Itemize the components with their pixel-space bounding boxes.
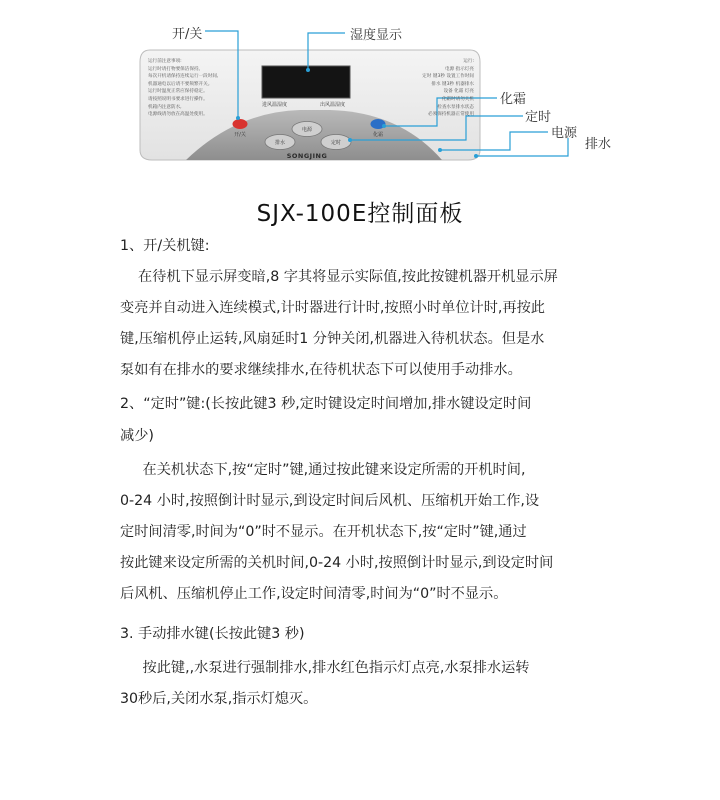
paragraph-line: 按此键来设定所需的关机时间,0-24 小时,按照倒计时显示,到设定时间: [120, 555, 554, 571]
panel-notes-right: [398, 58, 474, 119]
panel-note-line: 电源线请勿放在高温处使用。: [148, 112, 208, 118]
display-caption-right: 出风温湿度: [320, 102, 346, 108]
panel-note-line: 化霜时请勿关机: [441, 96, 474, 102]
panel-note-line: 设备 化霜 灯亮: [443, 89, 474, 95]
paragraph-line: 变亮并自动进入连续模式,计时器进行计时,按照小时单位计时,再按此: [120, 300, 545, 316]
callout-defrost-label: 化霜: [500, 92, 527, 107]
panel-note-line: 运行:: [463, 59, 474, 64]
paragraph-line: 后风机、压缩机停止工作,设定时间清零,时间为“0”时不显示。: [120, 586, 508, 602]
callout-timer-label: 定时: [525, 110, 552, 125]
paragraph-line: 泵如有在排水的要求继续排水,在待机状态下可以使用手动排水。: [120, 362, 522, 378]
paragraph-line: 定时间清零,时间为“0”时不显示。在开机状态下,按“定时”键,通过: [120, 524, 527, 540]
panel-notes-left: [148, 58, 218, 119]
panel-note-line: 每次开机请保持连续运行一段时间,: [148, 74, 219, 80]
left-led-label: 开/关: [234, 132, 246, 138]
panel-note-line: 机器通电以后请不要频繁开关。: [148, 81, 213, 87]
paragraph-line: 0-24 小时,按照倒计时显示,到设定时间后风机、压缩机开始工作,设: [120, 493, 540, 509]
paragraph-line: 键,压缩机停止运转,风扇延时1 分钟关闭,机器进入待机状态。但是水: [120, 331, 545, 347]
paragraph-line: 按此键,,水泵进行强制排水,排水红色指示灯点亮,水泵排水运转: [120, 660, 530, 676]
callout-humidity-display-label: 湿度显示: [350, 28, 403, 43]
panel-note-line: 运行前注意事项:: [148, 59, 182, 64]
display-caption-left: 进风温湿度: [262, 102, 288, 108]
panel-note-line: 请按照说明书要求进行操作。: [148, 96, 208, 102]
panel-note-line: 运行时温度正常应保持稳定。: [148, 89, 208, 95]
humidity-display-screen: [262, 66, 350, 98]
panel-note-line: 排水 键3秒 机器排水: [431, 81, 474, 87]
brand-logo: SONGJING: [286, 152, 328, 160]
paragraph-line: 减少): [120, 428, 154, 444]
panel-note-line: 机箱内注意防水,: [148, 104, 182, 110]
paragraph-line: 在关机状态下,按“定时”键,通过按此键来设定所需的开机时间,: [120, 462, 526, 478]
panel-note-line: 必须保持机器正常使用: [428, 112, 474, 118]
panel-note-line: 运行时请打物要保洁保持。: [148, 66, 204, 72]
panel-note-line: 电源 指示灯亮: [444, 66, 474, 72]
section-heading: 2、“定时”键:(长按此键3 秒,定时键设定时间增加,排水键设定时间: [120, 396, 532, 412]
drain-button-label: 排水: [274, 140, 285, 146]
callout-power-indicator-label: 电源: [551, 126, 578, 141]
red-led: [233, 119, 248, 129]
power-button-label: 电源: [301, 127, 312, 133]
panel-note-line: 定时 键3秒 设置工作时间: [422, 74, 474, 80]
panel-note-line: 检查水泵排水状态: [437, 104, 474, 110]
right-led-label: 化霜: [372, 132, 383, 138]
callout-power-label: 开/关: [172, 27, 203, 42]
control-panel-diagram: [0, 0, 720, 185]
section-heading: 1、开/关机键:: [120, 238, 210, 254]
document-title: SJX-100E控制面板: [256, 201, 464, 227]
section-heading: 3. 手动排水键(长按此键3 秒): [120, 626, 305, 642]
paragraph-line: 在待机下显示屏变暗,8 字其将显示实际值,按此按键机器开机显示屏: [120, 269, 558, 285]
paragraph-line: 30秒后,关闭水泵,指示灯熄灭。: [120, 691, 318, 707]
timer-button-label: 定时: [330, 140, 341, 146]
callout-drain-label: 排水: [585, 137, 612, 152]
